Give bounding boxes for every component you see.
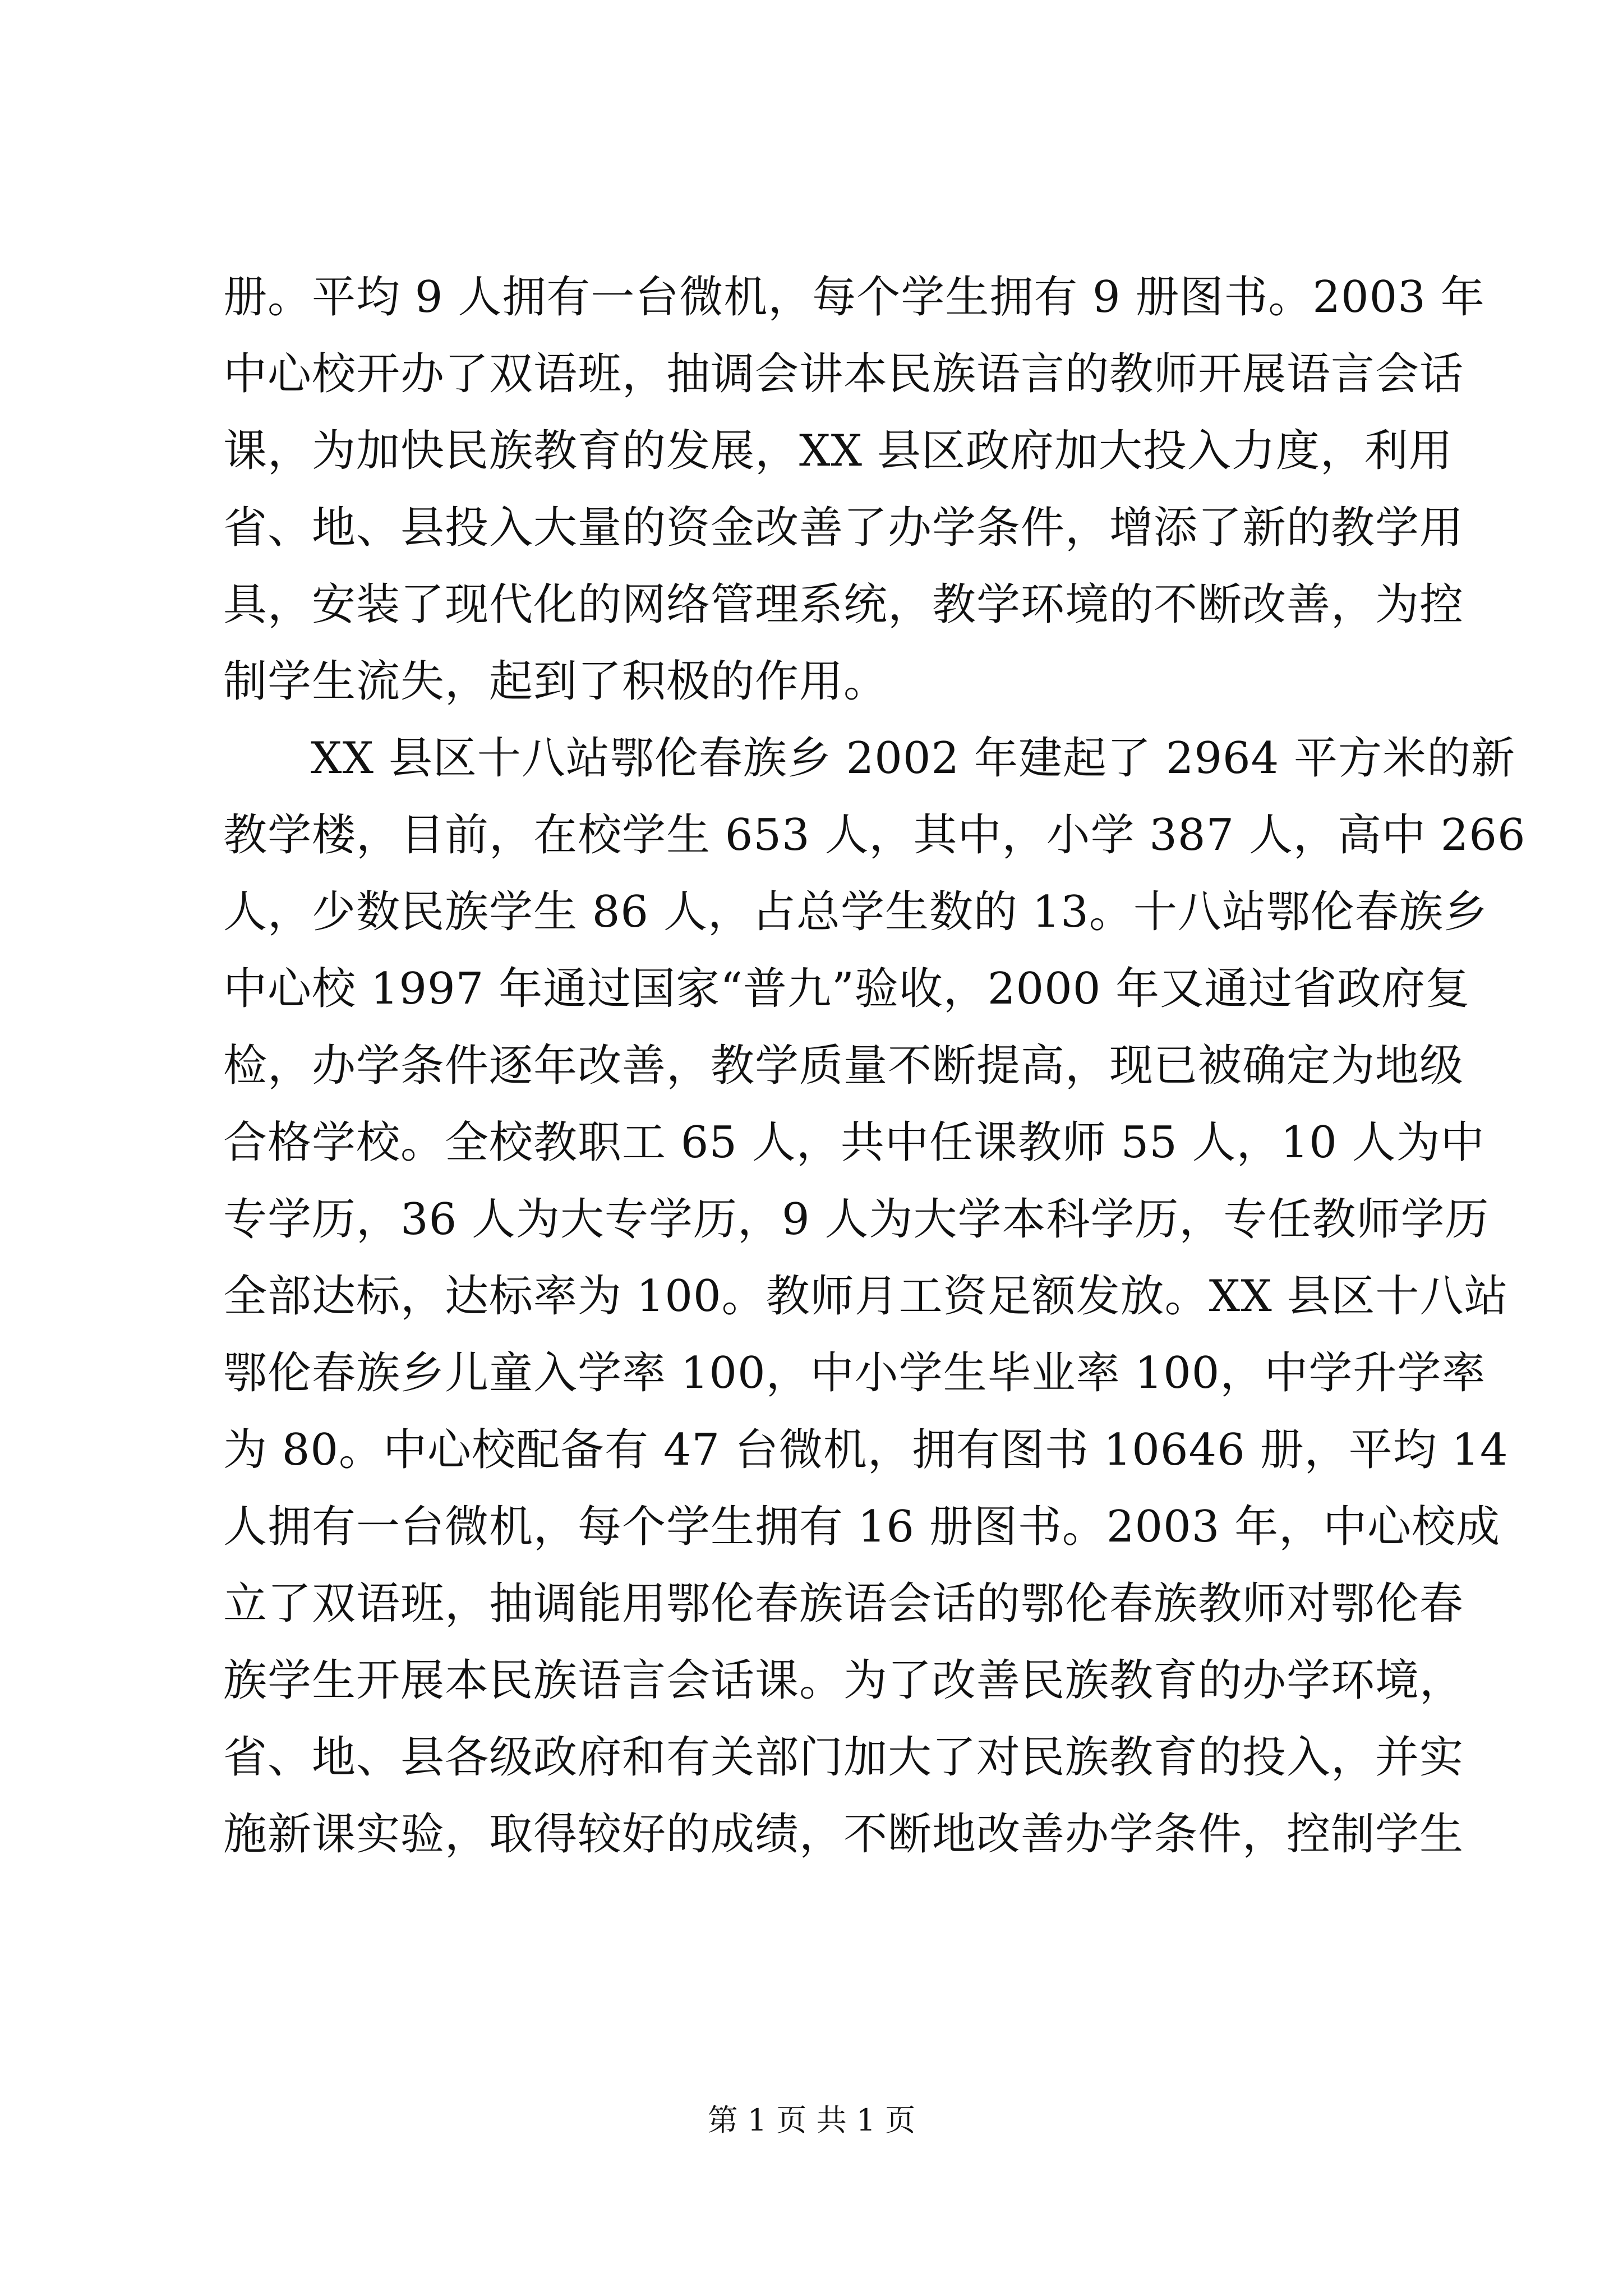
text-line: 为 80。中心校配备有 47 台微机，拥有图书 10646 册，平均 14 — [223, 1425, 1509, 1475]
text-line: 人，少数民族学生 86 人，占总学生数的 13。十八站鄂伦春族乡 — [223, 887, 1488, 937]
text-line: 省、地、县投入大量的资金改善了办学条件，增添了新的教学用 — [223, 503, 1464, 553]
text-line: 专学历，36 人为大专学历，9 人为大学本科学历，专任教师学历 — [223, 1194, 1490, 1245]
text-line: 鄂伦春族乡儿童入学率 100，中小学生毕业率 100，中学升学率 — [223, 1348, 1486, 1398]
text-line: 族学生开展本民族语言会话课。为了改善民族教育的办学环境， — [223, 1655, 1464, 1706]
text-line: 合格学校。全校教职工 65 人，共中任课教师 55 人，10 人为中 — [223, 1117, 1485, 1168]
text-line: 具，安装了现代化的网络管理系统，教学环境的不断改善，为控 — [223, 579, 1464, 630]
text-line: 中心校开办了双语班，抽调会讲本民族语言的教师开展语言会话 — [223, 349, 1464, 399]
text-line: 省、地、县各级政府和有关部门加大了对民族教育的投入，并实 — [223, 1732, 1464, 1783]
text-line: 检，办学条件逐年改善，教学质量不断提高，现已被确定为地级 — [223, 1041, 1464, 1091]
text-line: 立了双语班，抽调能用鄂伦春族语会话的鄂伦春族教师对鄂伦春 — [223, 1579, 1464, 1629]
text-line: 中心校 1997 年通过国家“普九”验收，2000 年又通过省政府复 — [223, 964, 1470, 1014]
text-line: 课，为加快民族教育的发展，XX 县区政府加大投入力度，利用 — [223, 426, 1453, 476]
text-line: XX 县区十八站鄂伦春族乡 2002 年建起了 2964 平方米的新 — [311, 733, 1516, 784]
page-footer: 第 1 页 共 1 页 — [707, 2102, 916, 2138]
text-line: 制学生流失，起到了积极的作用。 — [223, 656, 888, 707]
text-line: 教学楼，目前，在校学生 653 人，其中，小学 387 人，高中 266 — [223, 810, 1526, 861]
text-line: 施新课实验，取得较好的成绩，不断地改善办学条件，控制学生 — [223, 1809, 1464, 1860]
text-line: 人拥有一台微机，每个学生拥有 16 册图书。2003 年，中心校成 — [223, 1502, 1501, 1552]
body-text — [223, 259, 1526, 1873]
text-line: 全部达标，达标率为 100。教师月工资足额发放。XX 县区十八站 — [223, 1271, 1509, 1322]
text-line: 册。平均 9 人拥有一台微机，每个学生拥有 9 册图书。2003 年 — [223, 272, 1485, 323]
